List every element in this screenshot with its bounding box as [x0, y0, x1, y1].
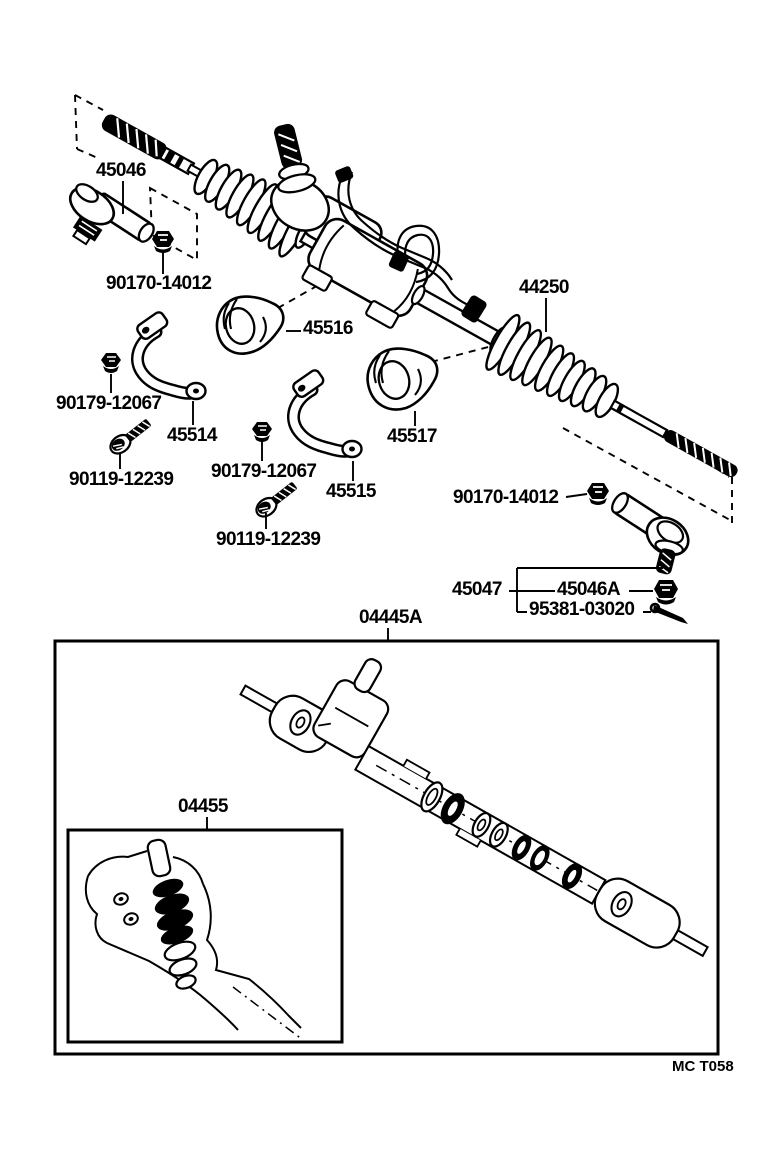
part-callout-90170-14012-left: 90170-14012 [106, 273, 212, 294]
figure-code: MC T058 [672, 1058, 734, 1075]
grommet-45517-drawing [368, 349, 438, 410]
part-callout-95381-03020: 95381-03020 [529, 599, 635, 620]
grommet-45516-drawing [217, 297, 283, 354]
gasket-kit-drawing [231, 611, 750, 973]
tie-rod-end-right-drawing [605, 487, 696, 577]
part-callout-45046a: 45046A [557, 579, 620, 600]
kit-box-label-04455: 04455 [178, 796, 228, 817]
part-callout-45514: 45514 [167, 425, 217, 446]
rack-thread-right [662, 428, 740, 479]
part-callout-90119-12239-left: 90119-12239 [69, 469, 174, 490]
nut-90179-left-drawing [101, 353, 121, 373]
valve-kit-box-04455 [68, 830, 342, 1042]
nut-90170-right-drawing [587, 483, 609, 505]
part-callout-45046: 45046 [96, 160, 146, 181]
part-callout-90179-12067-mid: 90179-12067 [211, 461, 317, 482]
part-callout-45516: 45516 [303, 318, 353, 339]
kit-box-label-04445a: 04445A [359, 607, 422, 628]
cotter-pin-drawing [651, 604, 688, 624]
valve-kit-drawing [86, 839, 303, 1040]
bolt-90119-mid-drawing [253, 479, 300, 521]
nut-90170-left-drawing [152, 231, 174, 253]
nut-90179-mid-drawing [252, 422, 272, 442]
part-callout-90179-12067-left: 90179-12067 [56, 393, 162, 414]
bolt-90119-left-drawing [107, 416, 154, 458]
clamp-45514-drawing [135, 310, 205, 399]
part-callout-45517: 45517 [387, 426, 437, 447]
tie-rod-end-left-drawing [64, 180, 157, 247]
part-callout-44250: 44250 [519, 277, 569, 298]
part-callout-90170-14012-right: 90170-14012 [453, 487, 559, 508]
part-callout-45515: 45515 [326, 481, 376, 502]
part-callout-90119-12239-mid: 90119-12239 [216, 529, 321, 550]
rack-thread-left [99, 112, 169, 162]
clamp-45515-drawing [291, 368, 361, 457]
part-callout-45047: 45047 [452, 579, 502, 600]
nut-45046a-drawing [654, 580, 678, 605]
boot-right-drawing [479, 310, 628, 431]
